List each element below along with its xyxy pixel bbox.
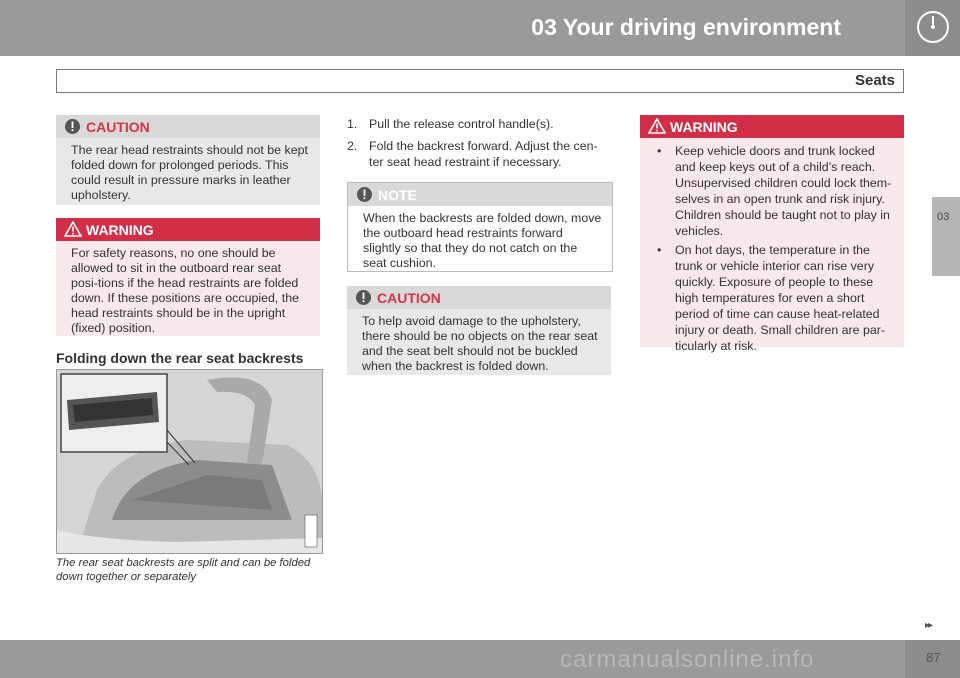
note-header xyxy=(348,183,612,206)
bullet-marker: • xyxy=(657,144,662,158)
note-box xyxy=(347,182,613,272)
warning-bullet-list xyxy=(655,143,894,354)
caution-box-upholstery xyxy=(347,286,611,375)
caution-box-head-restraints xyxy=(56,115,320,205)
subsection-heading: Folding down the rear seat backrests xyxy=(56,350,304,366)
caution-header xyxy=(56,115,320,138)
bullet-text: On hot days, the temperature in the trunk or vehicle interior can rise very quickly. Exposure of people to these high temperatures for even a short period of time can cause heat-related injury or death. Small children are par-ticularly at risk. xyxy=(675,243,886,353)
warning-text: For safety reasons, no one should be allowed to sit in the outboard rear seat posi-tions if the head restraints are folded down. If these positions are occupied, the head restraints should be in the upright (fixed) position. xyxy=(71,246,299,335)
bullet-marker: • xyxy=(657,243,662,257)
step-2 xyxy=(347,138,612,170)
warning-triangle-icon xyxy=(64,221,82,237)
next-page-arrows[interactable]: ▸▸ xyxy=(925,620,932,631)
warning-label: WARNING xyxy=(670,119,738,135)
warning-header xyxy=(56,218,320,241)
chapter-title: 03 Your driving environment xyxy=(531,14,841,40)
speedometer-icon xyxy=(915,8,951,46)
caution-label: CAUTION xyxy=(377,290,441,306)
chapter-side-tab[interactable] xyxy=(932,197,960,276)
section-bar xyxy=(56,69,904,93)
warning-bullet-item xyxy=(655,143,894,239)
chapter-header xyxy=(0,0,905,56)
trunk-illustration xyxy=(56,369,323,554)
caution-header xyxy=(347,286,611,309)
caution-label: CAUTION xyxy=(86,119,150,135)
step-text: Pull the release control handle(s). xyxy=(369,117,554,131)
watermark: carmanualsonline.info xyxy=(560,646,815,673)
warning-header xyxy=(640,115,904,138)
caution-text: The rear head restraints should not be kept folded down for prolonged periods. This could result in pressure marks in leather upholstery. xyxy=(71,143,308,202)
bullet-text: Keep vehicle doors and trunk locked and keep keys out of a child’s reach. Unsupervised children could lock them-selves in an open trunk and risk injury. Children should be taught not to play in vehicles. xyxy=(675,144,892,238)
chapter-icon-box xyxy=(905,0,960,56)
warning-label: WARNING xyxy=(86,222,154,238)
info-icon xyxy=(356,186,373,203)
info-icon xyxy=(355,289,372,306)
warning-box-seat-positions xyxy=(56,218,320,336)
chapter-side-tab-label: 03 xyxy=(937,211,950,223)
warning-bullet-item xyxy=(655,242,894,354)
step-number: 1. xyxy=(347,117,358,131)
open-trunk-image xyxy=(57,370,322,553)
warning-body xyxy=(640,138,904,365)
step-number: 2. xyxy=(347,139,358,153)
steps-list xyxy=(347,116,612,176)
step-1 xyxy=(347,116,612,132)
section-title: Seats xyxy=(854,72,895,89)
warning-triangle-icon xyxy=(648,118,666,134)
page-footer xyxy=(0,640,960,678)
warning-box-children xyxy=(640,115,904,353)
page-number: 87 xyxy=(926,650,941,665)
note-text: When the backrests are folded down, move the outboard head restraints forward slightly so that they do not catch on the seat cushion. xyxy=(363,211,602,270)
step-text: Fold the backrest forward. Adjust the cen-ter seat head restraint if necessary. xyxy=(369,139,598,169)
caution-text: To help avoid damage to the upholstery, there should be no objects on the rear seat and the seat belt should not be buckled when the backrest is folded down. xyxy=(362,314,598,373)
info-icon xyxy=(64,118,81,135)
figure-caption: The rear seat backrests are split and can be folded down together or separately xyxy=(56,557,311,583)
note-label: NOTE xyxy=(378,187,417,203)
